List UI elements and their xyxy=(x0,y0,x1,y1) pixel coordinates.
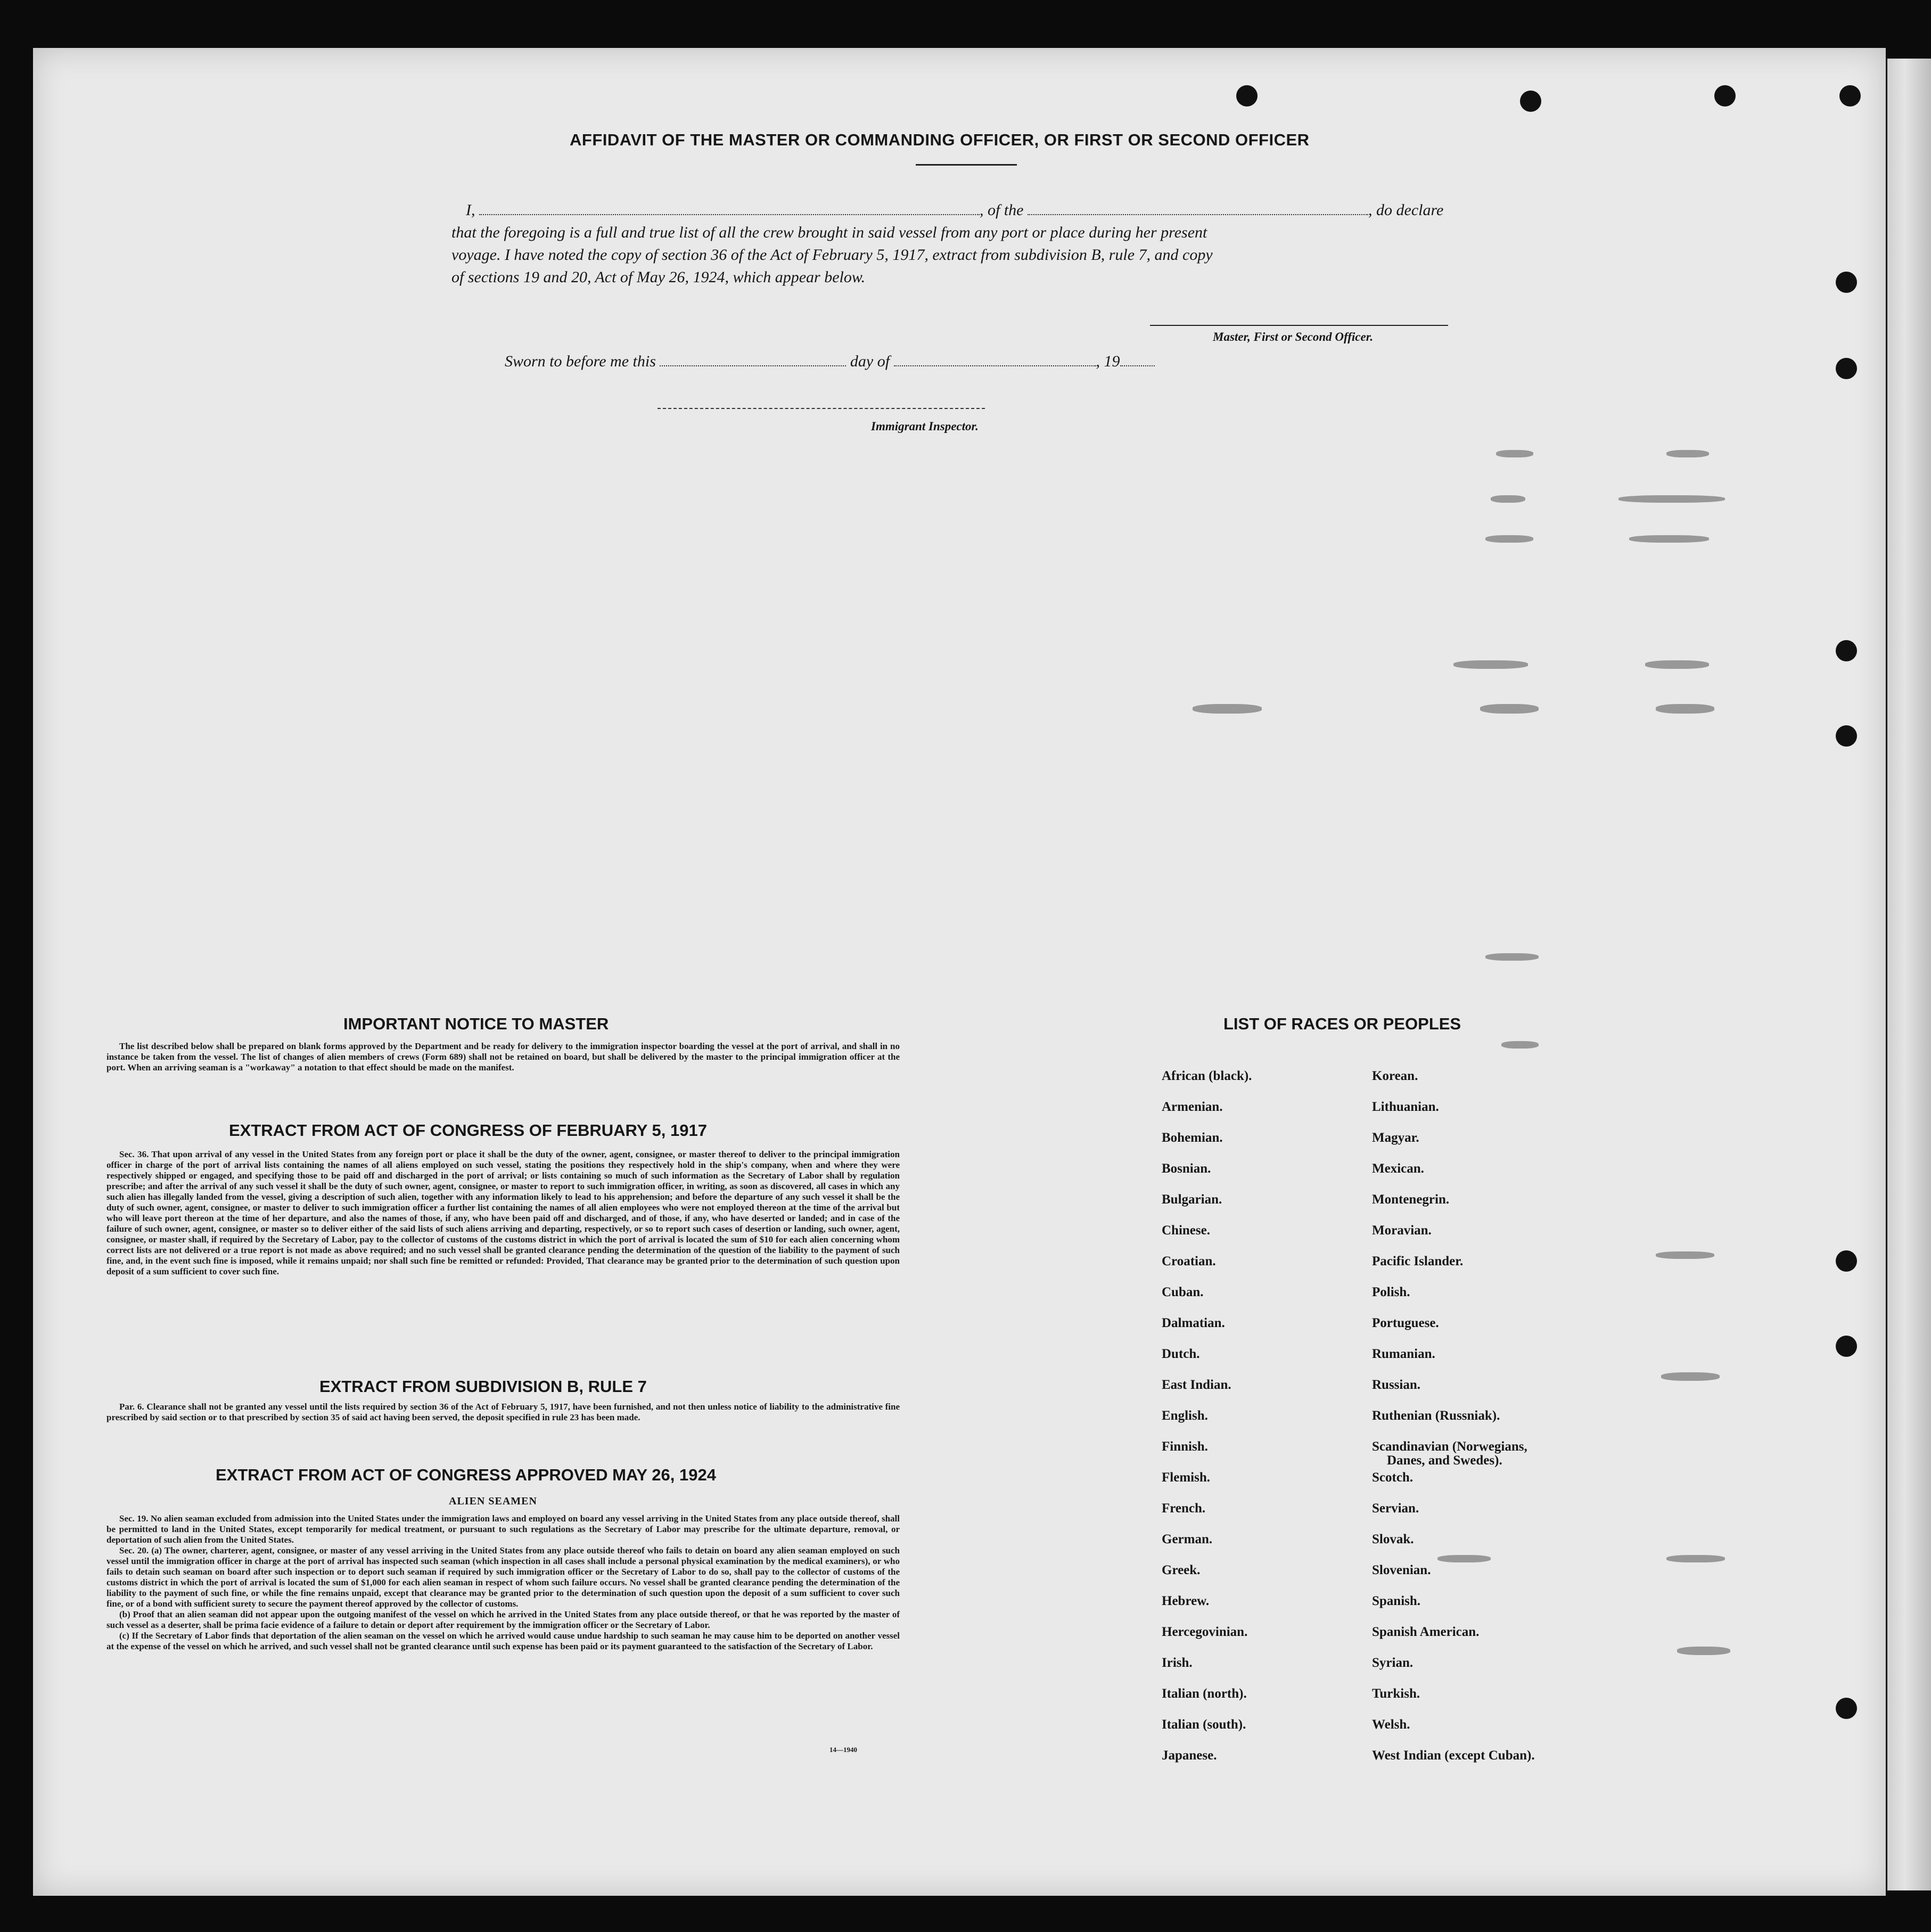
race-item: West Indian (except Cuban). xyxy=(1372,1748,1535,1763)
bleed-through-mark xyxy=(1629,535,1709,543)
extract-1924-title: EXTRACT FROM ACT OF CONGRESS APPROVED MAY 26, 1924 xyxy=(216,1466,716,1484)
race-item: French. xyxy=(1162,1501,1206,1516)
bleed-through-mark xyxy=(1501,1041,1539,1049)
sworn-year-label: , 19 xyxy=(1096,353,1120,370)
race-item: Mexican. xyxy=(1372,1161,1424,1176)
bleed-through-mark xyxy=(1491,495,1525,503)
sworn-month-field[interactable] xyxy=(894,354,1096,366)
punch-hole xyxy=(1836,358,1857,379)
race-item: Slovenian. xyxy=(1372,1563,1431,1577)
declarant-name-field[interactable] xyxy=(479,202,980,215)
affidavit-text-line: of sections 19 and 20, Act of May 26, 1924, which appear below. xyxy=(451,268,866,286)
notice-title: IMPORTANT NOTICE TO MASTER xyxy=(343,1014,609,1033)
sworn-day-field[interactable] xyxy=(660,354,846,366)
affidavit-declare-label: , do declare xyxy=(1368,201,1444,219)
bleed-through-mark xyxy=(1193,704,1262,714)
bleed-through-mark xyxy=(1480,704,1539,714)
sworn-line xyxy=(505,353,1155,371)
race-item: English. xyxy=(1162,1409,1208,1423)
alien-seamen-subtitle: ALIEN SEAMEN xyxy=(449,1495,537,1507)
race-item: Rumanian. xyxy=(1372,1347,1435,1361)
race-item: Irish. xyxy=(1162,1656,1193,1670)
adjacent-page-edge xyxy=(1887,59,1931,1890)
sworn-year-field[interactable] xyxy=(1120,354,1155,366)
race-item: Moravian. xyxy=(1372,1223,1432,1238)
master-signature-caption: Master, First or Second Officer. xyxy=(1213,330,1374,343)
race-item: Spanish American. xyxy=(1372,1625,1480,1639)
bleed-through-mark xyxy=(1656,704,1714,714)
bleed-through-mark xyxy=(1677,1647,1730,1655)
race-item: Scotch. xyxy=(1372,1470,1414,1485)
race-item: Hebrew. xyxy=(1162,1594,1210,1608)
section-20c-paragraph: (c) If the Secretary of Labor finds that deportation of the alien seaman on the vessel on which he arrived would cause undue hardship to such seaman he may cause him to be deported on another vessel at the expense of the vessel on which he arrived, and such vessel shall not be granted clearance until such expense has been paid or its payment guaranteed to the satisfaction of the Secretary of Labor. xyxy=(106,1631,900,1651)
extract-rule7-text xyxy=(106,1402,900,1423)
punch-hole xyxy=(1836,640,1857,661)
notice-text xyxy=(106,1041,900,1073)
race-item: African (black). xyxy=(1162,1069,1252,1083)
race-item: Bohemian. xyxy=(1162,1131,1223,1145)
rule7-paragraph: Par. 6. Clearance shall not be granted any vessel until the lists required by section 36 of the Act of February 5, 1917, have been furnished, and not then unless notice of liability to the administrative fine prescribed by said section or to that prescribed by section 35 of said act having been served, the deposit specified in rule 23 has been made. xyxy=(106,1402,900,1422)
bleed-through-mark xyxy=(1656,1251,1714,1259)
race-item: Chinese. xyxy=(1162,1223,1210,1238)
affidavit-text-line: that the foregoing is a full and true list of all the crew brought in said vessel from any port or place during her present xyxy=(451,224,1207,241)
race-item: Pacific Islander. xyxy=(1372,1254,1464,1268)
punch-hole xyxy=(1839,85,1861,107)
punch-hole xyxy=(1520,91,1541,112)
race-item: Servian. xyxy=(1372,1501,1419,1516)
bleed-through-mark xyxy=(1666,450,1709,457)
bleed-through-mark xyxy=(1661,1372,1720,1381)
race-item: Bulgarian. xyxy=(1162,1192,1222,1207)
race-item: Croatian. xyxy=(1162,1254,1216,1268)
race-item: Italian (north). xyxy=(1162,1687,1247,1701)
punch-hole xyxy=(1836,1698,1857,1719)
extract-1917-text xyxy=(106,1149,900,1277)
race-item: East Indian. xyxy=(1162,1378,1231,1392)
extract-1917-title: EXTRACT FROM ACT OF CONGRESS OF FEBRUARY 5, 1917 xyxy=(229,1121,707,1140)
race-item: Hercegovinian. xyxy=(1162,1625,1248,1639)
race-item: Turkish. xyxy=(1372,1687,1420,1701)
races-title: LIST OF RACES OR PEOPLES xyxy=(1223,1014,1461,1033)
bleed-through-mark xyxy=(1618,495,1725,503)
bleed-through-mark xyxy=(1485,953,1539,961)
race-item: Japanese. xyxy=(1162,1748,1217,1763)
race-item: Welsh. xyxy=(1372,1717,1410,1732)
sworn-day-of-label: day of xyxy=(850,353,890,370)
race-item: Italian (south). xyxy=(1162,1717,1246,1732)
race-item: Finnish. xyxy=(1162,1439,1208,1454)
master-signature-line[interactable] xyxy=(1150,325,1448,326)
race-item: Flemish. xyxy=(1162,1470,1210,1485)
punch-hole xyxy=(1836,1250,1857,1272)
race-item-continuation: Danes, and Swedes). xyxy=(1387,1453,1502,1468)
extract-1924-text xyxy=(106,1513,900,1652)
bleed-through-mark xyxy=(1496,450,1533,457)
race-item: Cuban. xyxy=(1162,1285,1204,1299)
races-column-1 xyxy=(1162,1069,1252,1780)
extract-rule7-title: EXTRACT FROM SUBDIVISION B, RULE 7 xyxy=(319,1377,647,1396)
race-item: Lithuanian. xyxy=(1372,1100,1439,1114)
race-item: Ruthenian (Russniak). xyxy=(1372,1409,1500,1423)
punch-hole xyxy=(1836,1336,1857,1357)
race-item: Montenegrin. xyxy=(1372,1192,1450,1207)
race-item: Russian. xyxy=(1372,1378,1421,1392)
race-item: German. xyxy=(1162,1532,1213,1546)
race-item: Spanish. xyxy=(1372,1594,1421,1608)
form-number: 14—1940 xyxy=(829,1746,857,1754)
punch-hole xyxy=(1236,85,1258,107)
race-item: Korean. xyxy=(1372,1069,1418,1083)
race-item: Dutch. xyxy=(1162,1347,1200,1361)
section-20a-paragraph: Sec. 20. (a) The owner, charterer, agent, consignee, or master of any vessel arriving in the United States from any place outside thereof who fails to detain on board any alien seaman employed on such vessel until the immigration officer in charge at the port of arrival has inspected such seaman (which inspection in all cases shall include a personal physical examination by the medical examiners), or who fails to detain such seaman on board after such inspection or to deport such seaman if required by such immigration officer or the Secretary of Labor to do so, shall pay to the collector of customs of the customs district in which the port of arrival is located the sum of $1,000 for each alien seaman in respect of whom such failure occurs. No vessel shall be granted clearance pending the determination of the liability to the payment of such fine, or while the fine remains unpaid, except that clearance may be granted prior to the determination of such question upon the deposit of a sum sufficient to cover such fine, or of a bond with sufficient surety to secure the payment thereof approved by the collector of customs. xyxy=(106,1545,900,1609)
notice-paragraph: The list described below shall be prepared on blank forms approved by the Department and be ready for delivery to the immigration inspector boarding the vessel at the port of arrival, and shall in no instance be taken from the vessel. The list of changes of alien members of crews (Form 689) shall not be retained on board, but shall be delivered by the master to the principal immigration officer at the port. When an arriving seaman is a "workaway" a notation to that effect should be made on the manifest. xyxy=(106,1041,900,1073)
inspector-signature-line[interactable] xyxy=(658,408,985,409)
punch-hole xyxy=(1836,725,1857,747)
race-item: Dalmatian. xyxy=(1162,1316,1225,1330)
race-item: Armenian. xyxy=(1162,1100,1223,1114)
race-item: Polish. xyxy=(1372,1285,1410,1299)
races-column-2 xyxy=(1372,1069,1535,1780)
bleed-through-mark xyxy=(1485,535,1533,543)
section-20b-paragraph: (b) Proof that an alien seaman did not appear upon the outgoing manifest of the vessel on which he arrived in the United States from any place outside thereof, or that he was reported by the master of such vessel as a deserter, shall be prima facie evidence of a failure to detain or deport after requirement by the immigration officer or the Secretary of Labor. xyxy=(106,1609,900,1630)
race-item: Scandinavian (Norwegians, xyxy=(1372,1439,1527,1454)
race-item: Portuguese. xyxy=(1372,1316,1439,1330)
bleed-through-mark xyxy=(1453,660,1528,669)
section-36-paragraph: Sec. 36. That upon arrival of any vessel in the United States from any foreign port or place it shall be the duty of the owner, agent, consignee, or master thereof to deliver to the principal immigration officer in charge of the port of arrival lists containing the names of all aliens employed on such vessel, stating the positions they respectively hold in the ship's company, when and where they were respectively shipped or engaged, and specifying those to be paid off and discharged in the port of arrival; or lists containing so much of such information as the Secretary of Labor shall by regulation prescribe; and after the arrival of any such vessel it shall be the duty of such owner, agent, consignee, or master to report to such immigration officer, in writing, as soon as discovered, all cases in which any such alien has illegally landed from the vessel, giving a description of such alien, together with any information likely to lead to his apprehension; and before the departure of any such vessel it shall be the duty of such owner, agent, consignee, or master to deliver to such immigration officer a further list containing the names of all alien employees who were not employed thereon at the time of the arrival but who will leave port thereon at the time of her departure, and also the names of those, if any, who have been paid off and discharged, and of those, if any, who have deserted or landed; and in case of the failure of such owner, agent, consignee, or master so to deliver either of the said lists of such aliens arriving and departing, respectively, or so to report such cases of desertion or landing, such owner, agent, consignee, or master shall, if required by the Secretary of Labor, pay to the collector of customs of the customs district in which the port of arrival is located the sum of $10 for each alien concerning whom correct lists are not delivered or a true report is not made as above required; and no such vessel shall be granted clearance pending the determination of the question of the liability to the payment of such fine, and, in the event such fine is imposed, while it remains unpaid; nor shall such fine be remitted or refunded: Provided, That clearance may be granted prior to the determination of such question upon deposit of a sum sufficient to cover such fine. xyxy=(106,1149,900,1276)
punch-hole xyxy=(1714,85,1736,107)
race-item: Syrian. xyxy=(1372,1656,1414,1670)
affidavit-title: AFFIDAVIT OF THE MASTER OR COMMANDING OFFICER, OR FIRST OR SECOND OFFICER xyxy=(570,130,1310,149)
race-item: Bosnian. xyxy=(1162,1161,1211,1176)
section-19-paragraph: Sec. 19. No alien seaman excluded from admission into the United States under the immigration laws and employed on board any vessel arriving in the United States from any place outside thereof, shall be permitted to land in the United States, except temporarily for medical treatment, or pursuant to such regulations as the Secretary of Labor may prescribe for the ultimate departure, removal, or deportation of such alien from the United States. xyxy=(106,1513,900,1545)
inspector-signature-caption: Immigrant Inspector. xyxy=(871,420,979,433)
race-item-scandinavian xyxy=(1372,1440,1535,1471)
sworn-prefix: Sworn to before me this xyxy=(505,353,656,370)
affidavit-of-the-label: , of the xyxy=(980,201,1024,219)
affidavit-i-label: I, xyxy=(466,201,475,219)
race-item: Magyar. xyxy=(1372,1131,1419,1145)
affidavit-text-line: voyage. I have noted the copy of section 36 of the Act of February 5, 1917, extract from subdivision B, rule 7, and copy xyxy=(451,246,1213,264)
bleed-through-mark xyxy=(1645,660,1709,669)
affidavit-declaration-line xyxy=(466,201,1443,219)
punch-hole xyxy=(1836,272,1857,293)
bleed-through-mark xyxy=(1666,1555,1725,1562)
vessel-name-field[interactable] xyxy=(1028,202,1368,215)
title-divider xyxy=(916,164,1017,166)
race-item: Slovak. xyxy=(1372,1532,1414,1546)
race-item: Greek. xyxy=(1162,1563,1201,1577)
